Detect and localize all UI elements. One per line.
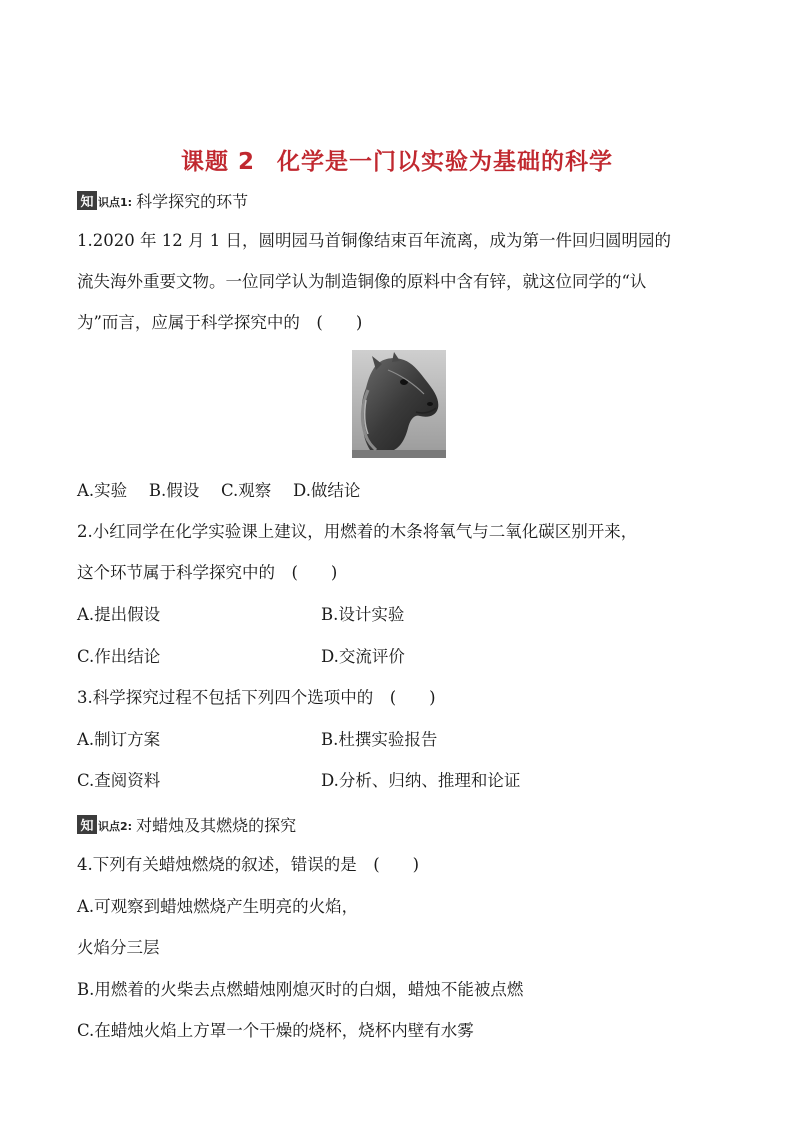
q1-options: A.实验 B.假设 C.观察 D.做结论	[77, 481, 361, 500]
q1-line-2: 流失海外重要文物。一位同学认为制造铜像的原料中含有锌，就这位同学的“认	[77, 272, 647, 291]
q4-option-b: B.用燃着的火柴去点燃蜡烛刚熄灭时的白烟，蜡烛不能被点燃	[77, 980, 524, 999]
knowledge-badge-label: 识点2:	[98, 819, 133, 833]
q2-option-row-2	[77, 645, 405, 669]
q3-option-a: A.制订方案	[77, 730, 161, 749]
q2-line-2: 这个环节属于科学探究中的 ( )	[77, 563, 338, 582]
knowledge-point-title: 对蜡烛及其燃烧的探究	[136, 815, 297, 835]
q4-option-a-line-1: A.可观察到蜡烛燃烧产生明亮的火焰，	[77, 897, 359, 916]
page-title	[0, 143, 794, 176]
q2-option-a: A.提出假设	[77, 605, 161, 624]
knowledge-badge-label: 识点1:	[98, 195, 133, 209]
q3-option-b: B.杜撰实验报告	[321, 730, 438, 749]
q2-line-1: 2.小红同学在化学实验课上建议，用燃着的木条将氧气与二氧化碳区别开来，	[77, 522, 638, 541]
horse-head-bronze-image	[352, 350, 446, 458]
q2-option-b: B.设计实验	[321, 605, 405, 624]
title-lesson-number: 课题 2	[180, 149, 255, 175]
q3-line-1: 3.科学探究过程不包括下列四个选项中的 ( )	[77, 688, 436, 707]
q2-option-d: D.交流评价	[321, 647, 405, 666]
q1-line-3: 为”而言，应属于科学探究中的 ( )	[77, 313, 363, 332]
knowledge-badge-char: 知	[77, 815, 97, 834]
knowledge-point-1	[77, 188, 248, 212]
q4-option-a-line-2: 火焰分三层	[77, 938, 160, 957]
q4-line-1: 4.下列有关蜡烛燃烧的叙述，错误的是 ( )	[77, 855, 420, 874]
q2-option-c: C.作出结论	[77, 647, 161, 666]
q4-option-c: C.在蜡烛火焰上方罩一个干燥的烧杯，烧杯内壁有水雾	[77, 1021, 474, 1040]
title-lesson-name: 化学是一门以实验为基础的科学	[277, 149, 613, 175]
knowledge-point-title: 科学探究的环节	[136, 191, 249, 211]
q3-option-row-1	[77, 728, 438, 752]
q3-option-c: C.查阅资料	[77, 771, 161, 790]
q3-option-row-2	[77, 769, 521, 793]
q1-line-1: 1.2020 年 12 月 1 日，圆明园马首铜像结束百年流离，成为第一件回归圆明园的	[77, 231, 671, 250]
q3-option-d: D.分析、归纳、推理和论证	[321, 771, 521, 790]
q2-option-row-1	[77, 603, 405, 627]
knowledge-badge-char: 知	[77, 191, 97, 210]
knowledge-point-2	[77, 812, 296, 836]
knowledge-badge	[77, 815, 132, 834]
knowledge-badge	[77, 191, 132, 210]
